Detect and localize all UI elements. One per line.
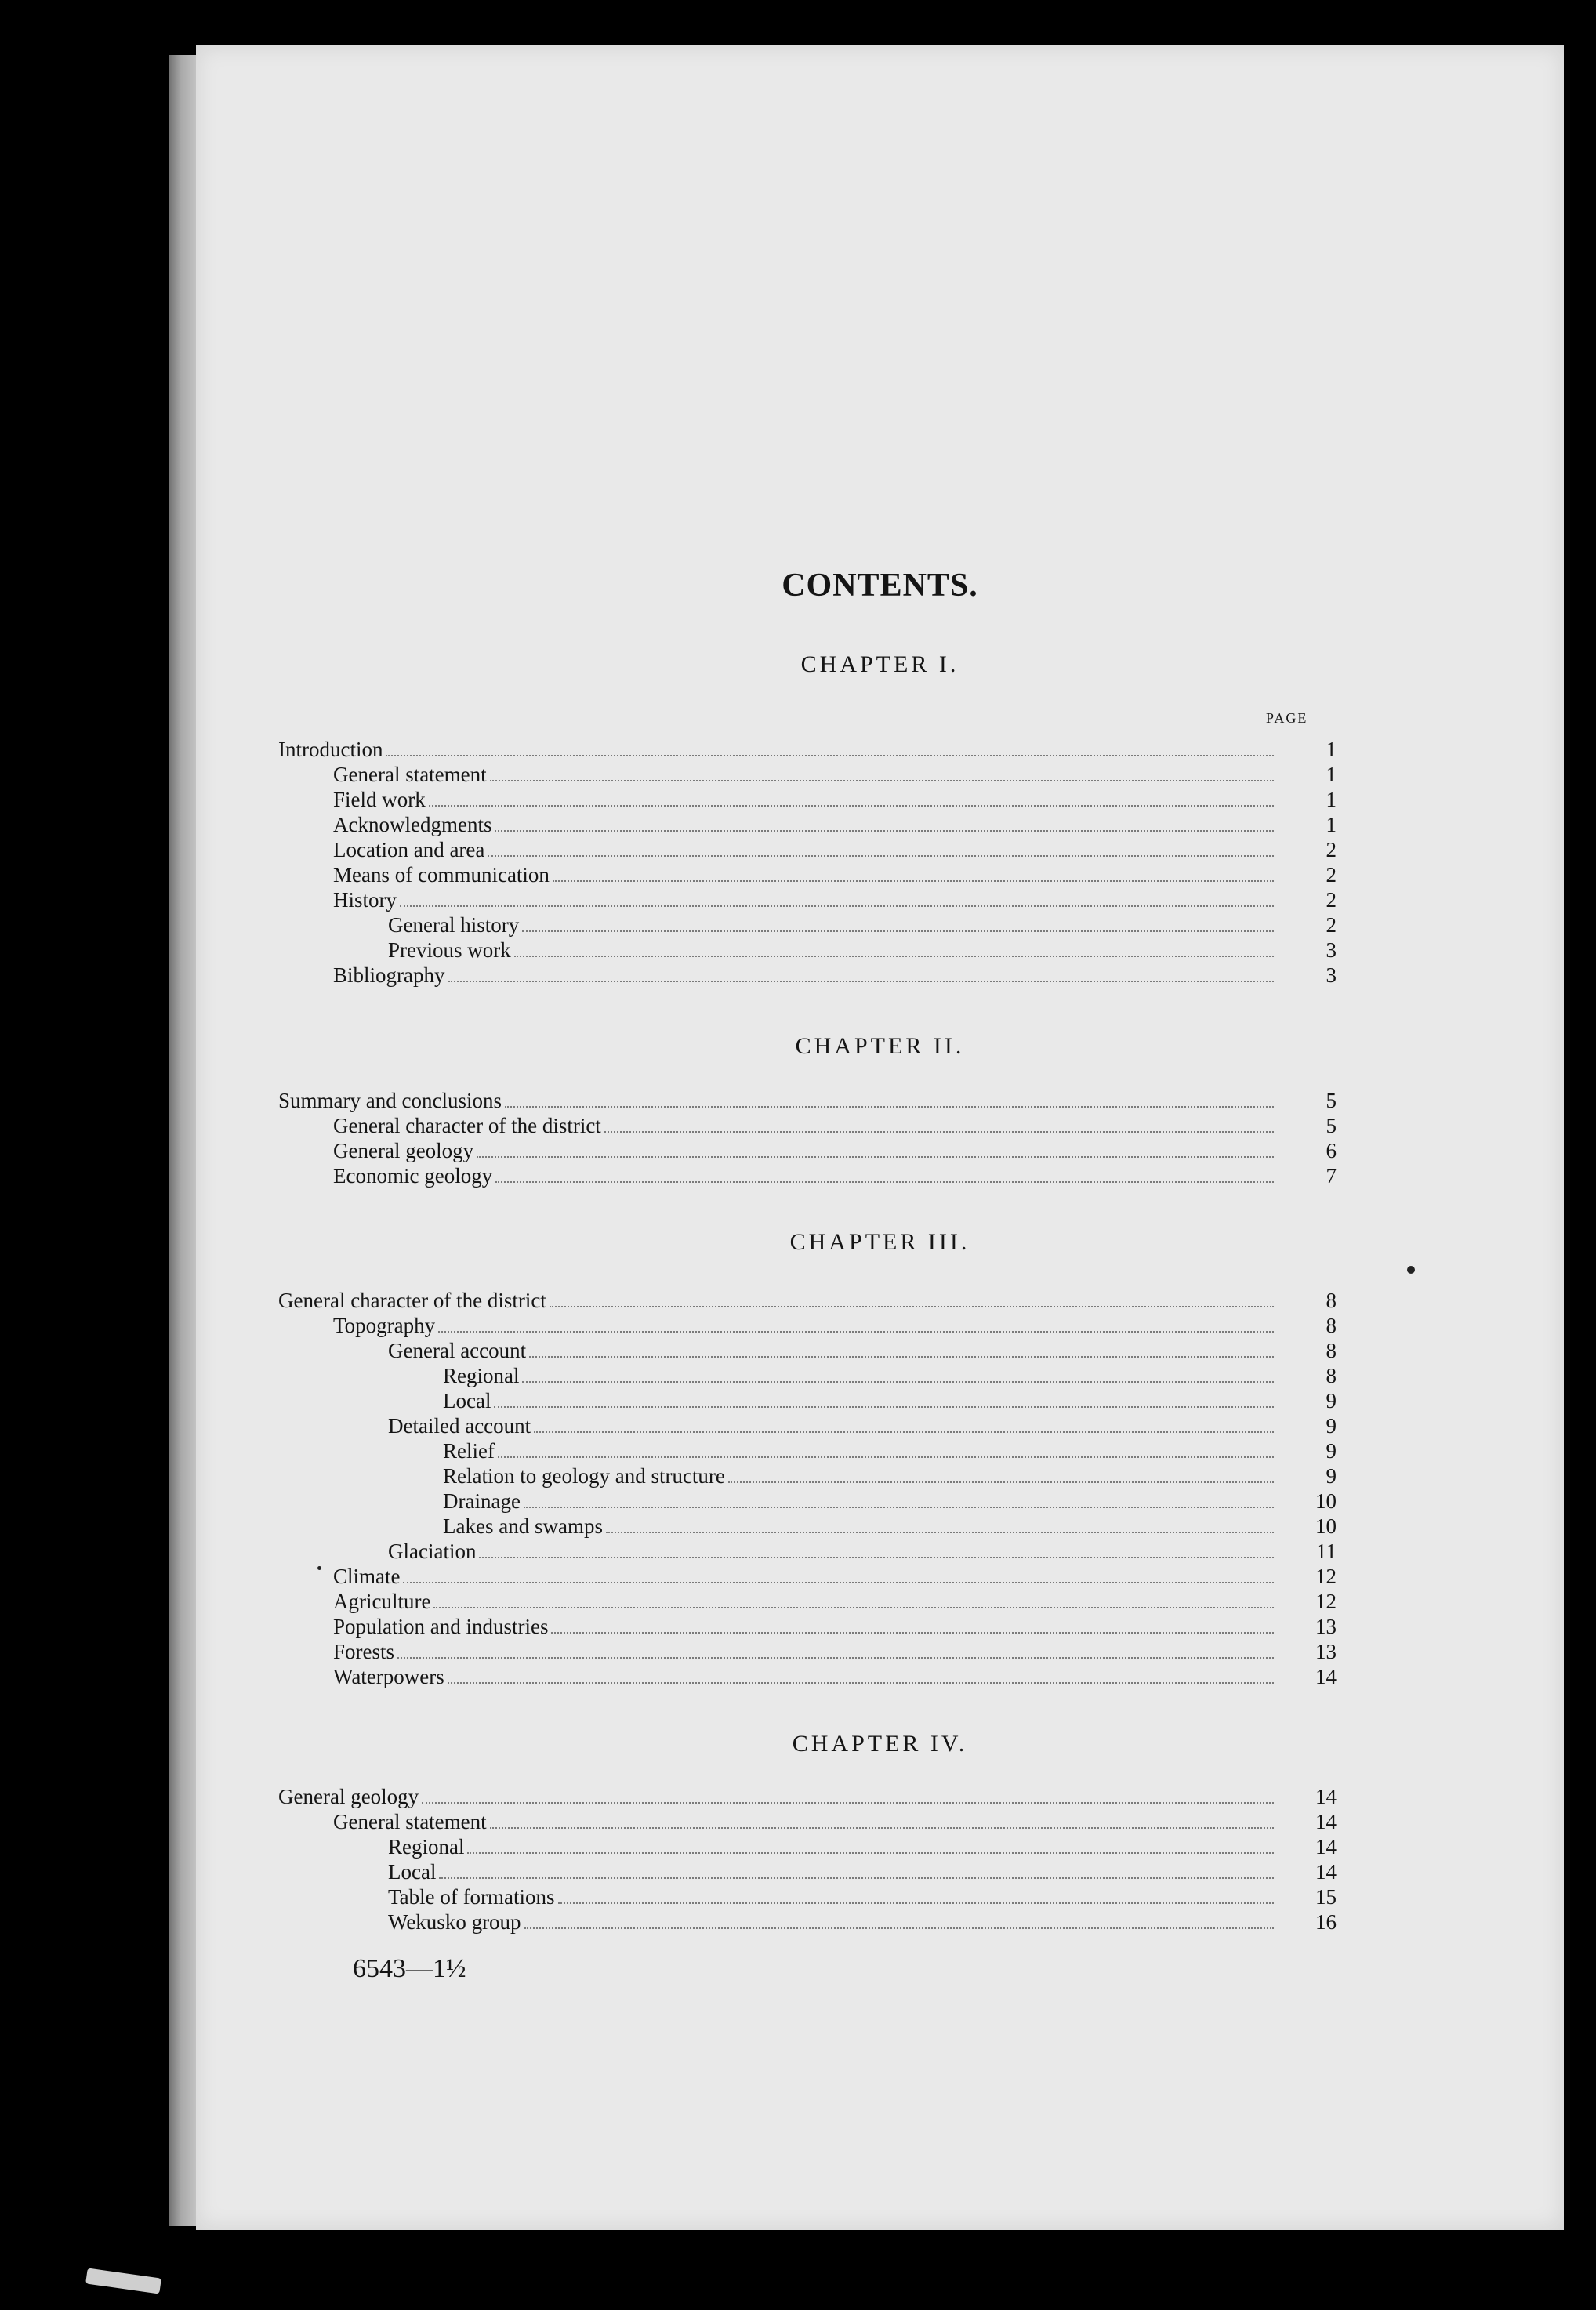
toc-entry-title: Means of communication (333, 863, 550, 887)
chapter-1-toc (278, 737, 1337, 988)
toc-entry-title: Bibliography (333, 963, 445, 987)
toc-entry-title: Summary and conclusions (278, 1089, 502, 1112)
toc-entry (278, 912, 1337, 937)
toc-entry (278, 1809, 1337, 1834)
toc-entry-title: General history (388, 913, 520, 937)
ink-speck (317, 1566, 321, 1570)
toc-entry-title: Location and area (333, 838, 485, 861)
toc-page-number: 2 (1326, 838, 1337, 861)
toc-page-number: 10 (1315, 1489, 1337, 1513)
toc-entry-title: Field work (333, 788, 426, 811)
toc-entry-title: Regional (388, 1835, 465, 1859)
toc-entry (278, 1539, 1337, 1564)
toc-entry-title: Lakes and swamps (443, 1514, 603, 1538)
toc-entry (278, 1313, 1337, 1338)
toc-page-number: 1 (1326, 788, 1337, 811)
toc-entry (278, 887, 1337, 912)
toc-page-number: 1 (1326, 738, 1337, 761)
toc-entry-title: Local (388, 1860, 437, 1884)
chapter-1-title: CHAPTER I. (800, 651, 959, 677)
page-binding-edge (169, 55, 200, 2226)
toc-entry (278, 837, 1337, 862)
toc-entry-title: Climate (333, 1565, 401, 1588)
toc-entry (278, 1088, 1337, 1113)
toc-page-number: 12 (1315, 1565, 1337, 1588)
dot-leader (477, 1139, 1274, 1158)
toc-page-number: 14 (1315, 1810, 1337, 1833)
toc-entry-title: General character of the district (333, 1114, 601, 1137)
toc-page-number: 11 (1316, 1539, 1337, 1563)
toc-entry-title: General statement (333, 1810, 487, 1833)
chapter-3-title: CHAPTER III. (789, 1229, 970, 1255)
toc-entry-title: General account (388, 1339, 527, 1362)
toc-entry-title: Glaciation (388, 1539, 477, 1563)
dot-leader (490, 1810, 1274, 1829)
dot-leader (524, 1910, 1274, 1929)
toc-page-number: 14 (1315, 1665, 1337, 1688)
dot-leader (553, 863, 1274, 882)
dot-leader (494, 1389, 1274, 1408)
toc-entry (278, 1639, 1337, 1664)
toc-entry-title: Detailed account (388, 1414, 531, 1438)
toc-entry (278, 1909, 1337, 1935)
dot-leader (397, 1640, 1274, 1659)
toc-entry (278, 1489, 1337, 1514)
toc-entry (278, 1338, 1337, 1363)
toc-entry (278, 1463, 1337, 1489)
toc-entry (278, 1113, 1337, 1138)
toc-page-number: 12 (1315, 1590, 1337, 1613)
dot-leader (448, 963, 1275, 982)
dot-leader (429, 788, 1274, 807)
toc-entry (278, 1288, 1337, 1313)
page-number-code: 6543—1½ (353, 1954, 466, 1983)
toc-entry (278, 1514, 1337, 1539)
ink-speck (1407, 1266, 1415, 1274)
dot-leader (604, 1114, 1274, 1133)
film-scuff (85, 2268, 161, 2294)
toc-entry-title: Table of formations (388, 1885, 555, 1909)
dot-leader (495, 813, 1274, 832)
dot-leader (495, 1164, 1274, 1183)
toc-entry (278, 1884, 1337, 1909)
dot-leader (728, 1464, 1274, 1483)
chapter-2-title: CHAPTER II. (795, 1033, 965, 1059)
dot-leader (505, 1089, 1274, 1108)
toc-entry-title: Agriculture (333, 1590, 431, 1613)
dot-leader (433, 1590, 1274, 1608)
toc-page-number: 16 (1315, 1910, 1337, 1934)
chapter-4-title: CHAPTER IV. (792, 1731, 968, 1757)
toc-entry (278, 1438, 1337, 1463)
dot-leader (479, 1539, 1274, 1558)
dot-leader (490, 763, 1274, 781)
toc-entry-title: General geology (333, 1139, 474, 1162)
dot-leader (400, 888, 1274, 907)
dot-leader (403, 1565, 1274, 1583)
toc-entry (278, 1589, 1337, 1614)
toc-page-number: 3 (1326, 938, 1337, 962)
toc-entry (278, 1413, 1337, 1438)
toc-page-number: 13 (1315, 1640, 1337, 1663)
dot-leader (514, 938, 1274, 957)
toc-page-number: 1 (1326, 813, 1337, 836)
toc-entry (278, 1614, 1337, 1639)
toc-entry-title: General geology (278, 1785, 419, 1808)
dot-leader (529, 1339, 1274, 1358)
toc-page-number: 3 (1326, 963, 1337, 987)
toc-entry (278, 1859, 1337, 1884)
toc-entry-title: History (333, 888, 397, 912)
toc-page-number: 10 (1315, 1514, 1337, 1538)
dot-leader (448, 1665, 1274, 1684)
toc-page-number: 7 (1326, 1164, 1337, 1188)
dot-leader (438, 1314, 1274, 1333)
chapter-3-toc (278, 1288, 1337, 1689)
toc-entry (278, 1363, 1337, 1388)
chapter-2-toc (278, 1088, 1337, 1188)
toc-page-number: 5 (1326, 1114, 1337, 1137)
dot-leader (467, 1835, 1274, 1854)
toc-entry-title: Waterpowers (333, 1665, 444, 1688)
toc-page-number: 9 (1326, 1439, 1337, 1463)
dot-leader (524, 1489, 1274, 1508)
toc-page-number: 14 (1315, 1835, 1337, 1859)
toc-entry (278, 862, 1337, 887)
toc-page-number: 8 (1326, 1364, 1337, 1387)
toc-entry (278, 1834, 1337, 1859)
toc-page-number: 13 (1315, 1615, 1337, 1638)
toc-entry-title: Regional (443, 1364, 520, 1387)
contents-title: CONTENTS. (782, 568, 978, 604)
toc-entry-title: Drainage (443, 1489, 521, 1513)
toc-entry (278, 787, 1337, 812)
toc-entry-title: Wekusko group (388, 1910, 521, 1934)
toc-entry-title: General statement (333, 763, 487, 786)
toc-page-number: 6 (1326, 1139, 1337, 1162)
dot-leader (488, 838, 1274, 857)
dot-leader (498, 1439, 1274, 1458)
toc-entry-title: Introduction (278, 738, 383, 761)
toc-entry-title: Acknowledgments (333, 813, 492, 836)
toc-entry (278, 1564, 1337, 1589)
toc-page-number: 14 (1315, 1785, 1337, 1808)
toc-entry (278, 1138, 1337, 1163)
dot-leader (558, 1885, 1274, 1904)
page-column-label: PAGE (1266, 710, 1308, 726)
dot-leader (386, 738, 1274, 756)
dot-leader (606, 1514, 1274, 1533)
toc-page-number: 9 (1326, 1464, 1337, 1488)
toc-page-number: 5 (1326, 1089, 1337, 1112)
toc-page-number: 8 (1326, 1314, 1337, 1337)
toc-page-number: 1 (1326, 763, 1337, 786)
toc-entry (278, 1664, 1337, 1689)
toc-entry-title: Relation to geology and structure (443, 1464, 725, 1488)
toc-page-number: 8 (1326, 1289, 1337, 1312)
dot-leader (422, 1785, 1274, 1804)
dot-leader (522, 913, 1274, 932)
toc-entry (278, 762, 1337, 787)
toc-entry-title: Relief (443, 1439, 495, 1463)
toc-page-number: 2 (1326, 913, 1337, 937)
toc-page-number: 14 (1315, 1860, 1337, 1884)
toc-entry-title: Topography (333, 1314, 436, 1337)
dot-leader (550, 1289, 1274, 1307)
toc-entry-title: Economic geology (333, 1164, 493, 1188)
chapter-4-toc (278, 1784, 1337, 1935)
toc-entry (278, 737, 1337, 762)
toc-entry-title: Population and industries (333, 1615, 549, 1638)
toc-entry (278, 1163, 1337, 1188)
toc-entry-title: Local (443, 1389, 491, 1412)
toc-entry-title: Previous work (388, 938, 511, 962)
toc-page-number: 2 (1326, 888, 1337, 912)
document-page (196, 45, 1564, 2230)
toc-page-number: 2 (1326, 863, 1337, 887)
toc-page-number: 15 (1315, 1885, 1337, 1909)
toc-page-number: 8 (1326, 1339, 1337, 1362)
dot-leader (551, 1615, 1274, 1634)
toc-entry (278, 937, 1337, 963)
toc-entry (278, 812, 1337, 837)
toc-entry (278, 1784, 1337, 1809)
toc-entry-title: General character of the district (278, 1289, 546, 1312)
toc-entry (278, 1388, 1337, 1413)
dot-leader (534, 1414, 1274, 1433)
toc-page-number: 9 (1326, 1414, 1337, 1438)
toc-entry-title: Forests (333, 1640, 395, 1663)
dot-leader (522, 1364, 1274, 1383)
dot-leader (439, 1860, 1274, 1879)
toc-page-number: 9 (1326, 1389, 1337, 1412)
toc-entry (278, 963, 1337, 988)
